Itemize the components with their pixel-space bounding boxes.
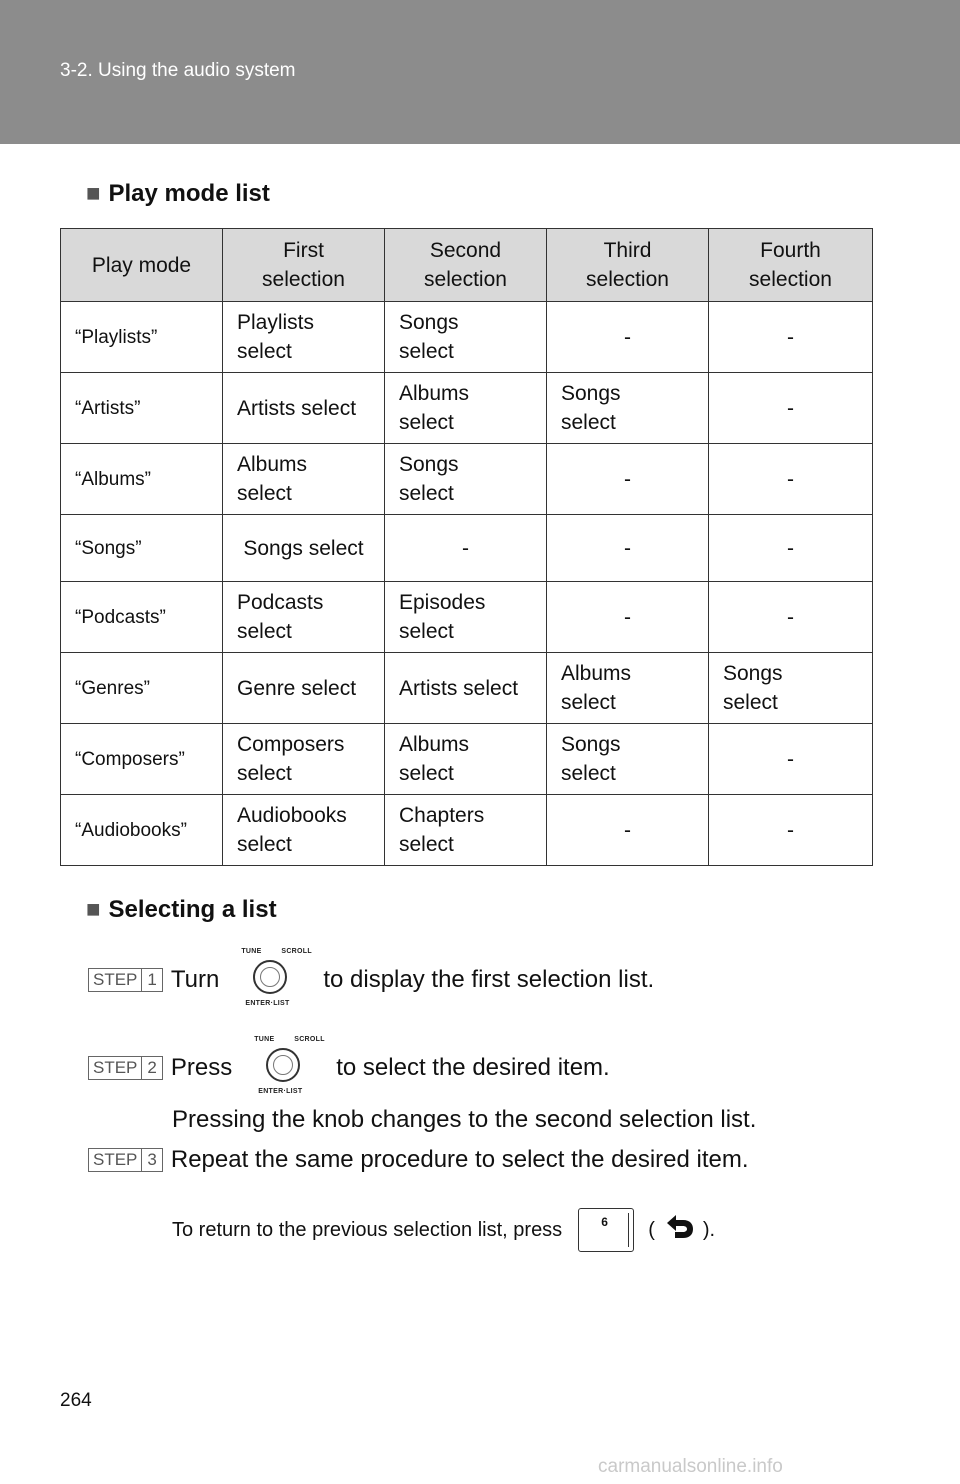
selection-cell: Artists select xyxy=(223,373,385,444)
step-2-note: Pressing the knob changes to the second selection list. xyxy=(172,1106,757,1133)
table-header-row xyxy=(61,229,873,302)
table-row xyxy=(61,582,873,653)
selecting-heading-text: Selecting a list xyxy=(108,896,277,923)
watermark: carmanualsonline.info xyxy=(598,1456,783,1477)
selection-cell: Songs select xyxy=(709,653,873,724)
selection-cell: Episodes select xyxy=(385,582,547,653)
selection-cell: Albums select xyxy=(223,444,385,515)
table-row xyxy=(61,444,873,515)
selection-cell: Audiobooks select xyxy=(223,795,385,866)
column-header: Fourth selection xyxy=(709,229,873,302)
selection-cell: - xyxy=(709,515,873,582)
selection-cell: - xyxy=(547,444,709,515)
selection-cell: - xyxy=(709,724,873,795)
table-row xyxy=(61,515,873,582)
selection-cell: Songs select xyxy=(385,302,547,373)
selection-cell: Songs select xyxy=(547,724,709,795)
play-mode-heading xyxy=(86,180,270,208)
play-mode-cell: “Playlists” xyxy=(61,302,223,373)
step-3-text: Repeat the same procedure to select the desired item. xyxy=(170,1146,749,1173)
step-1-after: to display the first selection list. xyxy=(323,966,655,993)
section-title: 3-2. Using the audio system xyxy=(60,60,296,81)
step-1 xyxy=(88,948,654,1012)
step-badge: STEP 2 xyxy=(88,1056,163,1080)
tune-scroll-knob-icon: TUNE SCROLL ENTER·LIST xyxy=(254,1036,325,1095)
selection-cell: Albums select xyxy=(385,724,547,795)
selecting-heading xyxy=(86,896,277,924)
selection-cell: Artists select xyxy=(385,653,547,724)
column-header: Second selection xyxy=(385,229,547,302)
table-row xyxy=(61,373,873,444)
square-bullet-icon: ■ xyxy=(86,180,101,207)
back-arrow-icon xyxy=(663,1214,695,1246)
selection-cell: - xyxy=(547,302,709,373)
selection-cell: Songs select xyxy=(385,444,547,515)
return-note-text: To return to the previous selection list, press xyxy=(172,1218,563,1241)
selection-cell: - xyxy=(547,795,709,866)
play-mode-cell: “Songs” xyxy=(61,515,223,582)
step-2-before: Press xyxy=(170,1054,233,1081)
step-2 xyxy=(88,1036,610,1100)
column-header: First selection xyxy=(223,229,385,302)
play-mode-cell: “Albums” xyxy=(61,444,223,515)
selection-cell: Playlists select xyxy=(223,302,385,373)
selection-cell: Genre select xyxy=(223,653,385,724)
table-row xyxy=(61,724,873,795)
table-row xyxy=(61,795,873,866)
step-1-before: Turn xyxy=(170,966,220,993)
page-header xyxy=(0,0,960,144)
page-number: 264 xyxy=(60,1390,92,1411)
selection-cell: Songs select xyxy=(223,515,385,582)
selection-cell: Chapters select xyxy=(385,795,547,866)
selection-cell: Podcasts select xyxy=(223,582,385,653)
play-mode-cell: “Podcasts” xyxy=(61,582,223,653)
step-2-after: to select the desired item. xyxy=(336,1054,610,1081)
column-header: Third selection xyxy=(547,229,709,302)
selection-cell: - xyxy=(547,515,709,582)
square-bullet-icon: ■ xyxy=(86,896,101,923)
preset-6-button-icon: 6 xyxy=(578,1208,634,1252)
play-mode-cell: “Genres” xyxy=(61,653,223,724)
selection-cell: - xyxy=(709,795,873,866)
close-paren: ). xyxy=(702,1218,716,1241)
step-3 xyxy=(88,1146,749,1174)
play-mode-cell: “Artists” xyxy=(61,373,223,444)
step-badge: STEP 3 xyxy=(88,1148,163,1172)
selection-cell: - xyxy=(709,582,873,653)
table-body xyxy=(61,302,873,866)
selection-cell: Albums select xyxy=(547,653,709,724)
selection-cell: Composers select xyxy=(223,724,385,795)
play-mode-heading-text: Play mode list xyxy=(108,180,270,207)
selection-cell: Albums select xyxy=(385,373,547,444)
tune-scroll-knob-icon: TUNE SCROLL ENTER·LIST xyxy=(241,948,312,1007)
play-mode-cell: “Audiobooks” xyxy=(61,795,223,866)
step-badge: STEP 1 xyxy=(88,968,163,992)
selection-cell: - xyxy=(385,515,547,582)
open-paren: ( xyxy=(648,1218,655,1241)
selection-cell: - xyxy=(709,373,873,444)
selection-cell: Songs select xyxy=(547,373,709,444)
selection-cell: - xyxy=(547,582,709,653)
play-mode-table xyxy=(60,228,873,866)
selection-cell: - xyxy=(709,302,873,373)
return-note xyxy=(172,1208,715,1252)
table-row xyxy=(61,302,873,373)
column-header: Play mode xyxy=(61,229,223,302)
table-row xyxy=(61,653,873,724)
play-mode-cell: “Composers” xyxy=(61,724,223,795)
selection-cell: - xyxy=(709,444,873,515)
